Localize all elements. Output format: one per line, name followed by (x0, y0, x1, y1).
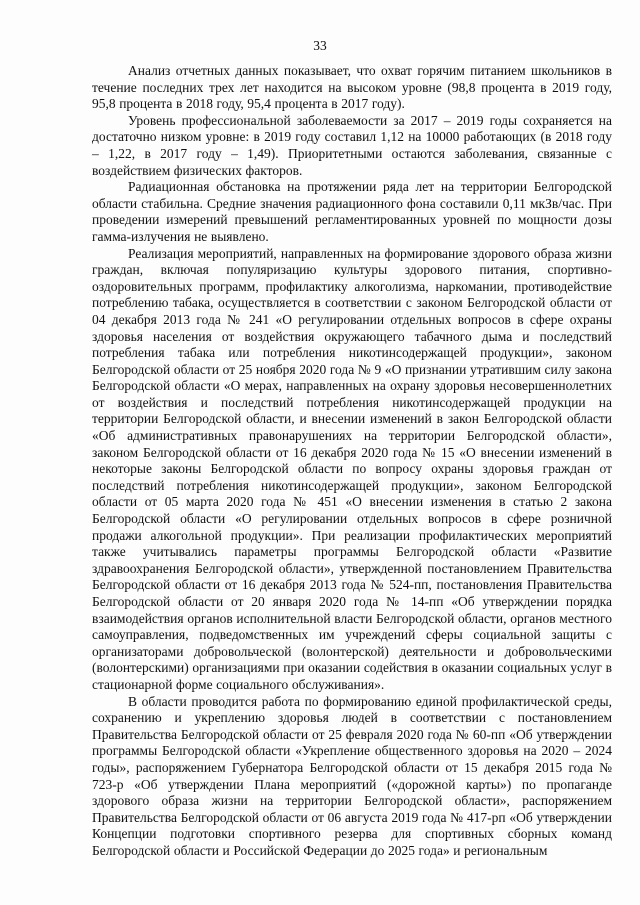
paragraph-occupational-disease: Уровень профессиональной заболеваемости за 2017 – 2019 годы сохраняется на достаточно низком уровне: в 2019 году составил 1,12 на 10000 работающих (в 2018 году – 1,22, в 2017 году – 1,49). Приоритетными остаются заболевания, связанные с воздействием физических факторов. (92, 112, 612, 178)
paragraph-radiation: Радиационная обстановка на протяжении ряда лет на территории Белгородской области стабильна. Средние значения радиационного фона составили 0,11 мкЗв/час. При проведении измерений превышений регламентированных уровней по мощности дозы гамма-излучения не выявлено. (92, 179, 612, 244)
paragraph-prevention-environment: В области проводится работа по формированию единой профилактической среды, сохранению и укреплению здоровья людей в соответствии с постановлением Правительства Белгородской области от 25 февраля 2020 года № 60-пп «Об утверждении программы Белгородской области «Укрепление общественного здоровья на 2020 – 2024 годы», распоряжением Губернатора Белгородской области от 15 декабря 2015 года № 723-р «Об утверждении Плана мероприятий («дорожной карты») по пропаганде здорового образа жизни на территории Белгородской области», распоряжением Правительства Белгородской области от 06 августа 2019 года № 417-рп «Об утверждении Концепции подготовки спортивного резерва для спортивных сборных команд Белгородской области и Российской Федерации до 2025 года» и региональным (92, 693, 612, 858)
page-number: 33 (313, 38, 327, 53)
paragraph-hot-meals: Анализ отчетных данных показывает, что охват горячим питанием школьников в течение последних трех лет находится на высоком уровне (98,8 процента в 2019 году, 95,8 процента в 2018 году, 95,4 процента в 2017 году). (92, 63, 612, 112)
paragraph-healthy-lifestyle-laws: Реализация мероприятий, направленных на формирование здорового образа жизни граждан, включая популяризацию культуры здорового питания, спортивно-оздоровительных программ, профилактику алкоголизма, наркомании, противодействие потреблению табака, осуществляется в соответствии с законом Белгородской области от 04 декабря 2013 года № 241 «О регулировании отдельных вопросов в сфере охраны здоровья населения от воздействия окружающего табачного дыма и последствий потребления табака или потребления никотинсодержащей продукции», законом Белгородской области от 25 ноября 2020 года № 9 «О признании утратившим силу закона Белгородской области «О мерах, направленных на охрану здоровья несовершеннолетних от воздействия и последствий потребления никотинсодержащей продукции на территории Белгородской области, и внесении изменений в закон Белгородской области «Об административных правонарушениях на территории Белгородской области», законом Белгородской области от 16 декабря 2020 года № 15 «О внесении изменений в некоторые законы Белгородской области по вопросу охраны здоровья граждан от последствий потребления никотинсодержащей продукции», законом Белгородской области от 05 марта 2020 года № 451 «О внесении изменения в статью 2 закона Белгородской области «О регулировании отдельных вопросов в сфере розничной продажи алкогольной продукции». При реализации профилактических мероприятий также учитывались параметры программы Белгородской области «Развитие здравоохранения Белгородской области», утвержденной постановлением Правительства Белгородской области от 16 декабря 2013 года № 524-пп, постановления Правительства Белгородской области от 20 января 2020 года № 14-пп «Об утверждении порядка взаимодействия органов исполнительной власти Белгородской области, органов местного самоуправления, подведомственных им учреждений сферы социальной защиты с организаторами добровольческой (волонтерской) деятельности и добровольческими (волонтерскими) организациями при оказании содействия в оказании социальных услуг в стационарной форме социального обслуживания». (92, 245, 612, 692)
document-body (92, 63, 612, 860)
